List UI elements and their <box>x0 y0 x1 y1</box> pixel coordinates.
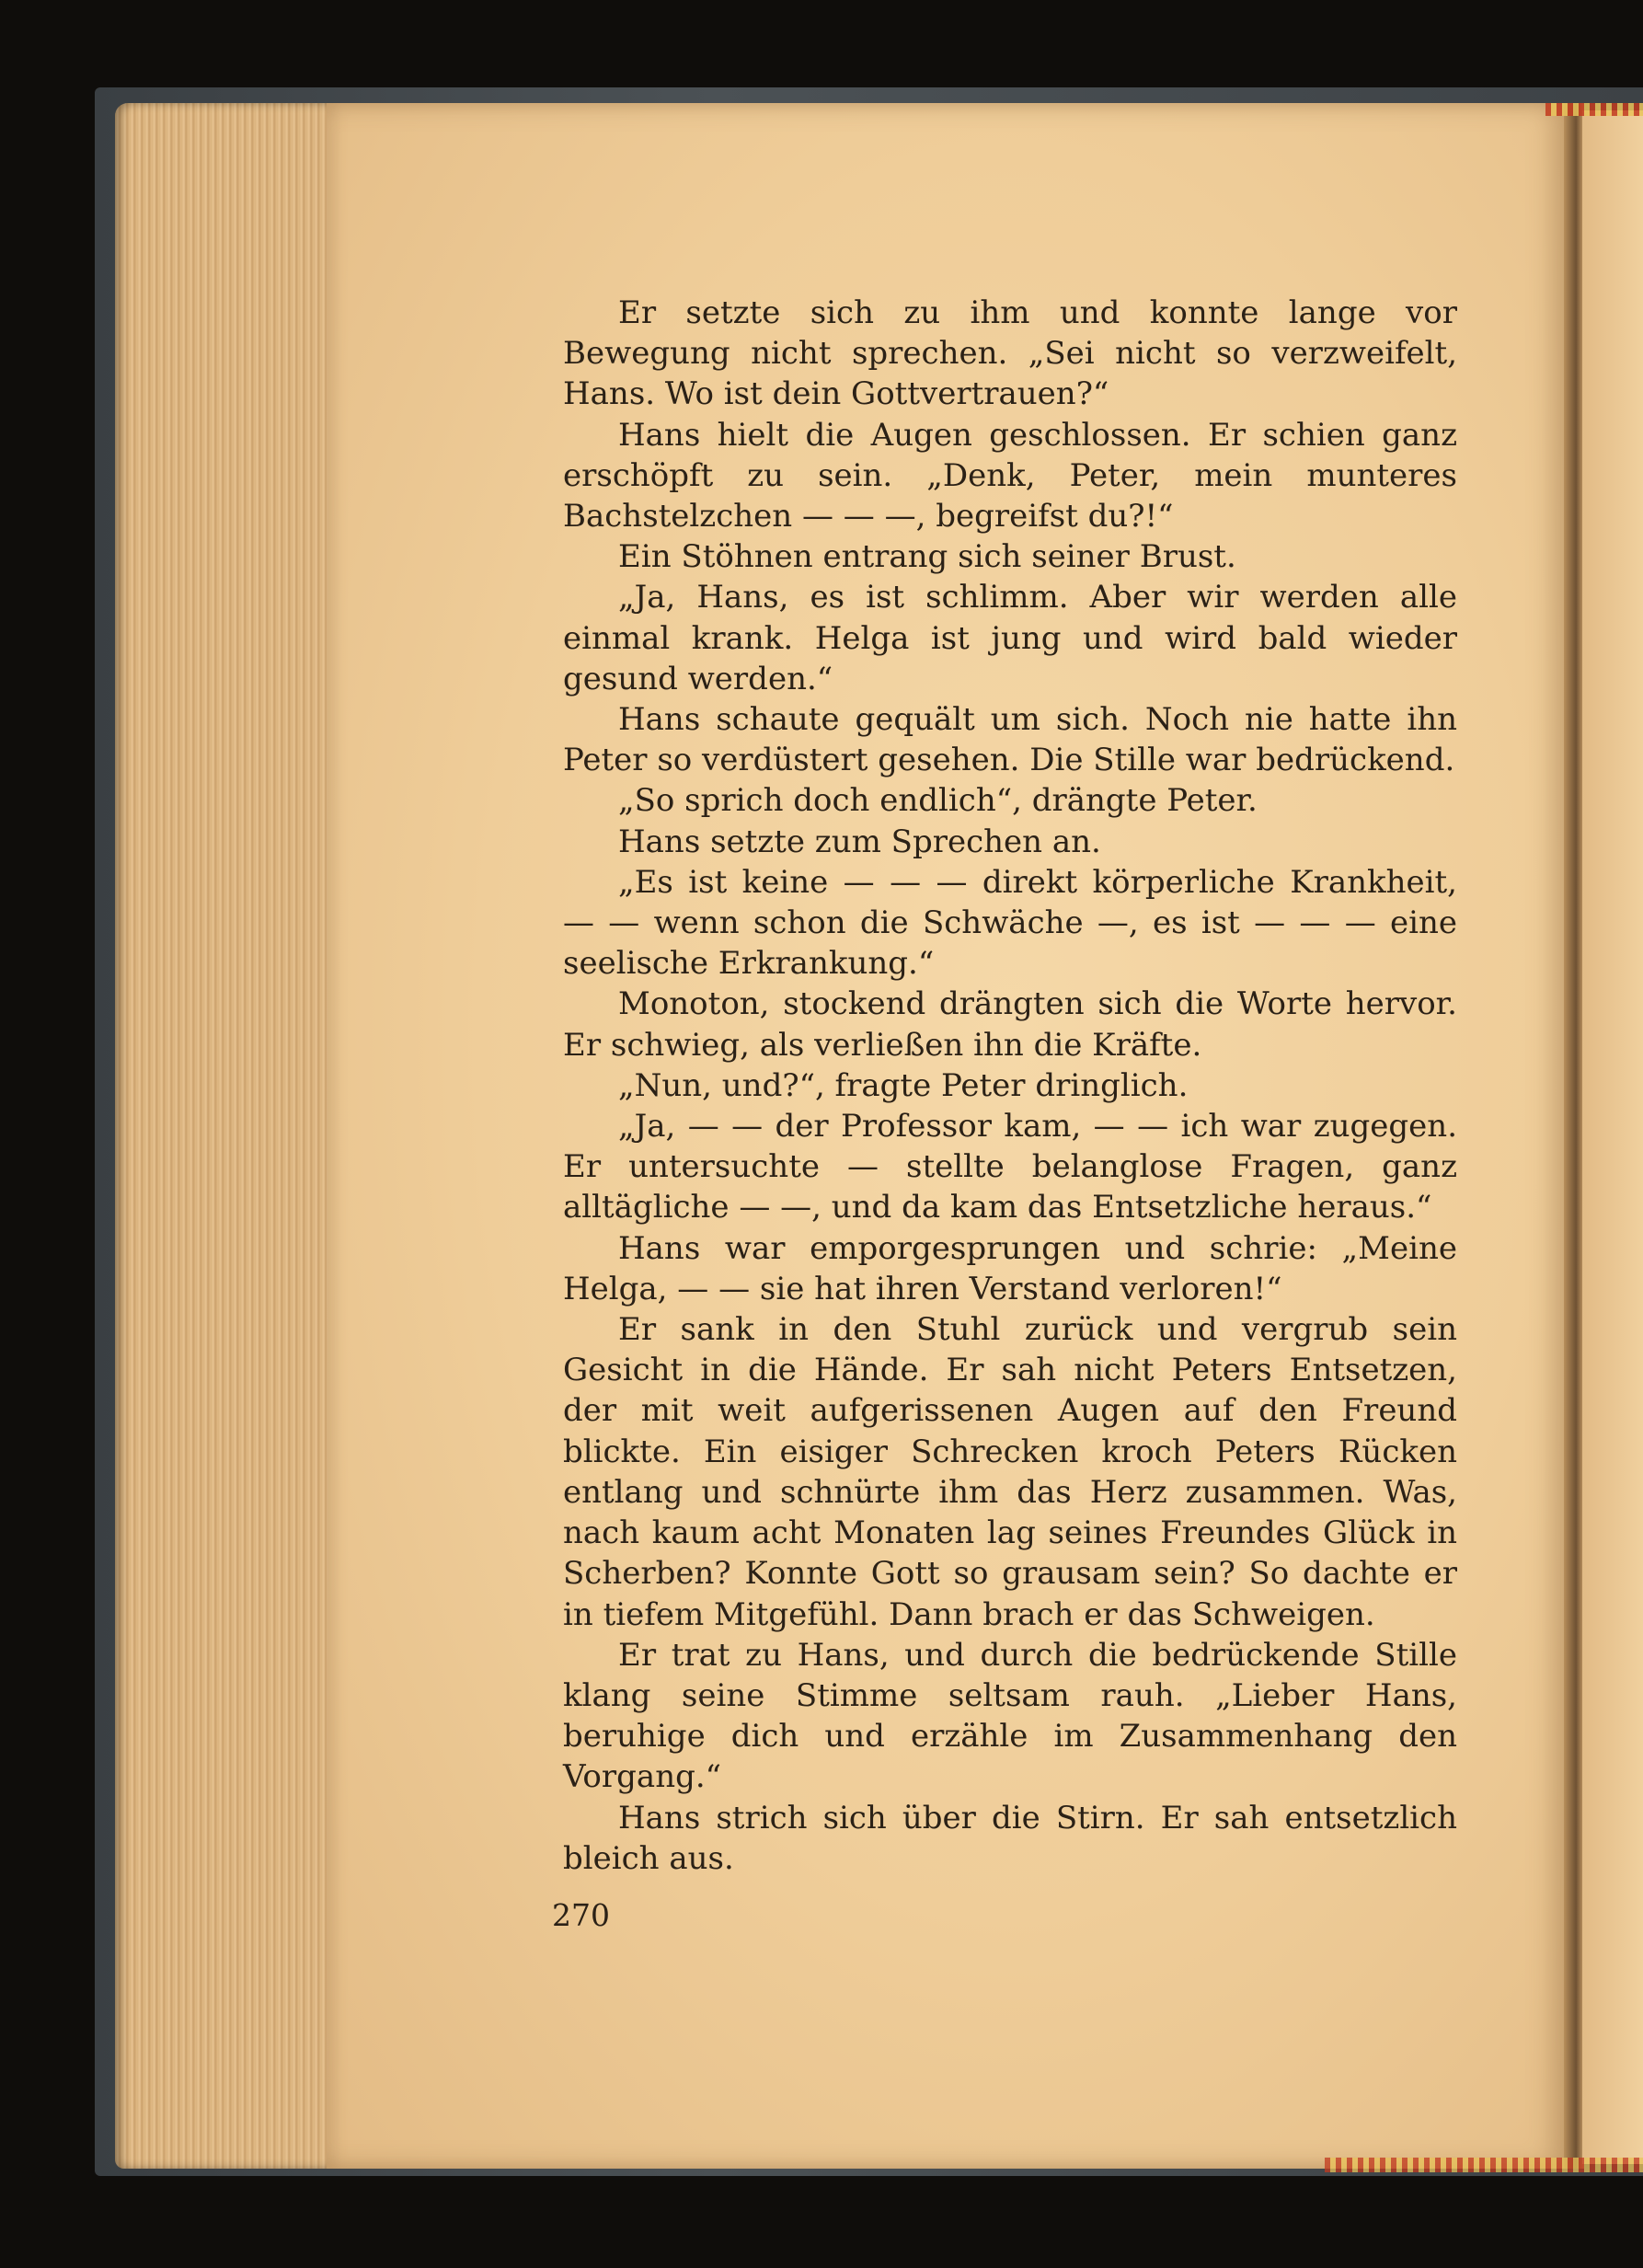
headband-bottom <box>1325 2158 1643 2172</box>
paragraph: „Es ist keine — — — direkt körperliche Krankheit, — — wenn schon die Schwäche —, es ist — — — eine seelische Erkrankung.“ <box>563 863 1457 983</box>
page-text <box>563 293 1457 1879</box>
paragraph: Er trat zu Hans, und durch die bedrückende Stille klang seine Stimme seltsam rauh. „Lieber Hans, beruhige dich und erzähle im Zusammenhang den Vorgang.“ <box>563 1636 1457 1796</box>
paragraph: „Ja, Hans, es ist schlimm. Aber wir werden alle einmal krank. Helga ist jung und wird bald wieder gesund werden.“ <box>563 579 1457 697</box>
paragraph: Er setzte sich zu ihm und konnte lange vor Bewegung nicht sprechen. „Sei nicht so verzweifelt, Hans. Wo ist dein Gottvertrauen?“ <box>563 294 1457 413</box>
facing-page-edge <box>1582 110 1643 2164</box>
page-number: 270 <box>552 1897 610 1933</box>
paragraph: Er sank in den Stuhl zurück und vergrub sein Gesicht in die Hände. Er sah nicht Peters Entsetzen, der mit weit aufgerissenen Augen auf den Freund blickte. Ein eisiger Schrecken kroch Peters Rücken entlang und schnürte ihm das Herz zusammen. Was, nach kaum acht Monaten lag seines Freundes Glück in Scherben? Konnte Gott so grausam sein? So dachte er in tiefem Mitgefühl. Dann brach er das Schweigen. <box>563 1311 1457 1633</box>
paragraph: „Nun, und?“, fragte Peter dringlich. <box>618 1066 1189 1104</box>
paragraph: „Ja, — — der Professor kam, — — ich war zugegen. Er untersuchte — stellte belanglose Fragen, ganz alltägliche — —, und da kam das Entsetzliche heraus.“ <box>563 1108 1457 1226</box>
headband-top <box>1545 103 1643 116</box>
paragraph: Hans hielt die Augen geschlossen. Er schien ganz erschöpft zu sein. „Denk, Peter, mein munteres Bachstelzchen — — —, begreifst du?!“ <box>563 416 1457 535</box>
paragraph: „So sprich doch endlich“, drängte Peter. <box>618 782 1258 820</box>
paragraph: Hans schaute gequält um sich. Noch nie hatte ihn Peter so verdüstert gesehen. Die Stille war bedrückend. <box>563 701 1457 779</box>
paragraph: Hans setzte zum Sprechen an. <box>618 823 1101 860</box>
paragraph: Ein Stöhnen entrang sich seiner Brust. <box>618 538 1236 576</box>
book-gutter <box>1564 103 1584 2169</box>
paragraph: Hans strich sich über die Stirn. Er sah entsetzlich bleich aus. <box>563 1799 1457 1877</box>
paragraph: Hans war emporgesprungen und schrie: „Meine Helga, — — sie hat ihren Verstand verloren!“ <box>563 1229 1457 1307</box>
paragraph: Monoton, stockend drängten sich die Worte hervor. Er schwieg, als verließen ihn die Kräfte. <box>563 985 1457 1064</box>
page-edges <box>115 103 336 2169</box>
